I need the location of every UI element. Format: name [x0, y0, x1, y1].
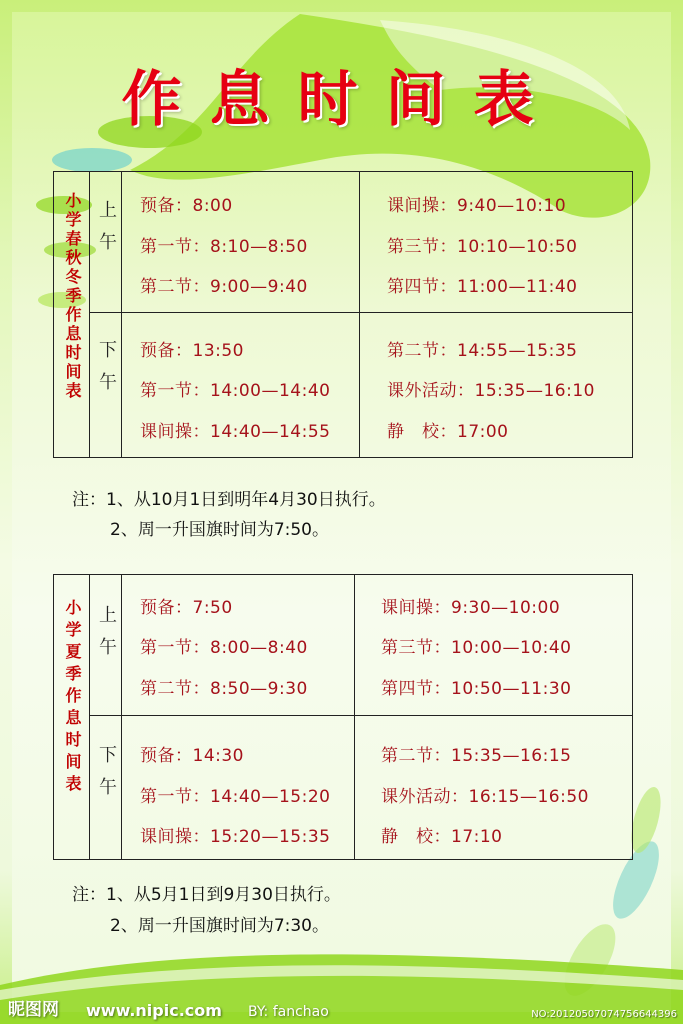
schedule-entry: 预备：13:50	[140, 341, 244, 361]
schedule-entry: 第三节：10:00—10:40	[381, 638, 572, 658]
column-divider	[354, 575, 355, 859]
schedule-entry: 预备：7:50	[140, 598, 233, 618]
schedule-entry: 课间操：15:20—15:35	[140, 827, 331, 847]
schedule-entry: 静 校：17:10	[381, 827, 503, 847]
row-divider	[90, 312, 632, 313]
note-line: 注：1、从5月1日到9月30日执行。	[72, 885, 341, 905]
schedule-entry: 第二节：9:00—9:40	[140, 277, 308, 297]
note-line: 注：1、从10月1日到明年4月30日执行。	[72, 490, 386, 510]
schedule-entry: 课外活动：15:35—16:10	[387, 381, 595, 401]
schedule-entry: 课间操：9:40—10:10	[387, 196, 567, 216]
table-side-label: 小学夏季作息时间表	[63, 599, 82, 797]
schedule-entry: 预备：8:00	[140, 196, 233, 216]
schedule-entry: 课间操：14:40—14:55	[140, 422, 331, 442]
schedule-entry: 第二节：15:35—16:15	[381, 746, 572, 766]
schedule-entry: 第二节：8:50—9:30	[140, 679, 308, 699]
table-side-label: 小学春秋冬季作息时间表	[63, 192, 82, 401]
teal-oval	[52, 148, 132, 172]
schedule-entry: 课外活动：16:15—16:50	[381, 787, 589, 807]
schedule-entry: 第一节：8:00—8:40	[140, 638, 308, 658]
morning-label: 上午	[96, 200, 117, 264]
schedule-entry: 第四节：11:00—11:40	[387, 277, 578, 297]
schedule-entry: 静 校：17:00	[387, 422, 509, 442]
schedule-table-spring-autumn-winter	[53, 171, 633, 458]
schedule-entry: 课间操：9:30—10:00	[381, 598, 561, 618]
watermark-logo: 昵图网	[8, 1000, 59, 1020]
morning-label: 上午	[96, 605, 117, 669]
schedule-entry: 第一节：14:00—14:40	[140, 381, 331, 401]
schedule-entry: 第三节：10:10—10:50	[387, 237, 578, 257]
column-divider	[359, 172, 360, 457]
schedule-entry: 第二节：14:55—15:35	[387, 341, 578, 361]
table-side-label-cell	[54, 575, 90, 859]
afternoon-label: 下午	[96, 340, 117, 404]
table-side-label-cell	[54, 172, 90, 457]
page-title: 作息时间表	[121, 65, 562, 135]
schedule-table-summer	[53, 574, 633, 860]
row-divider	[90, 715, 632, 716]
watermark-id: NO:20120507074756644396	[531, 1009, 677, 1020]
note-line: 2、周一升国旗时间为7:50。	[110, 520, 329, 540]
afternoon-label: 下午	[96, 745, 117, 809]
note-line: 2、周一升国旗时间为7:30。	[110, 916, 329, 936]
schedule-entry: 预备：14:30	[140, 746, 244, 766]
schedule-entry: 第一节：14:40—15:20	[140, 787, 331, 807]
schedule-entry: 第一节：8:10—8:50	[140, 237, 308, 257]
watermark-author: BY: fanchao	[248, 1004, 329, 1020]
watermark-site: www.nipic.com	[86, 1001, 222, 1020]
schedule-entry: 第四节：10:50—11:30	[381, 679, 572, 699]
